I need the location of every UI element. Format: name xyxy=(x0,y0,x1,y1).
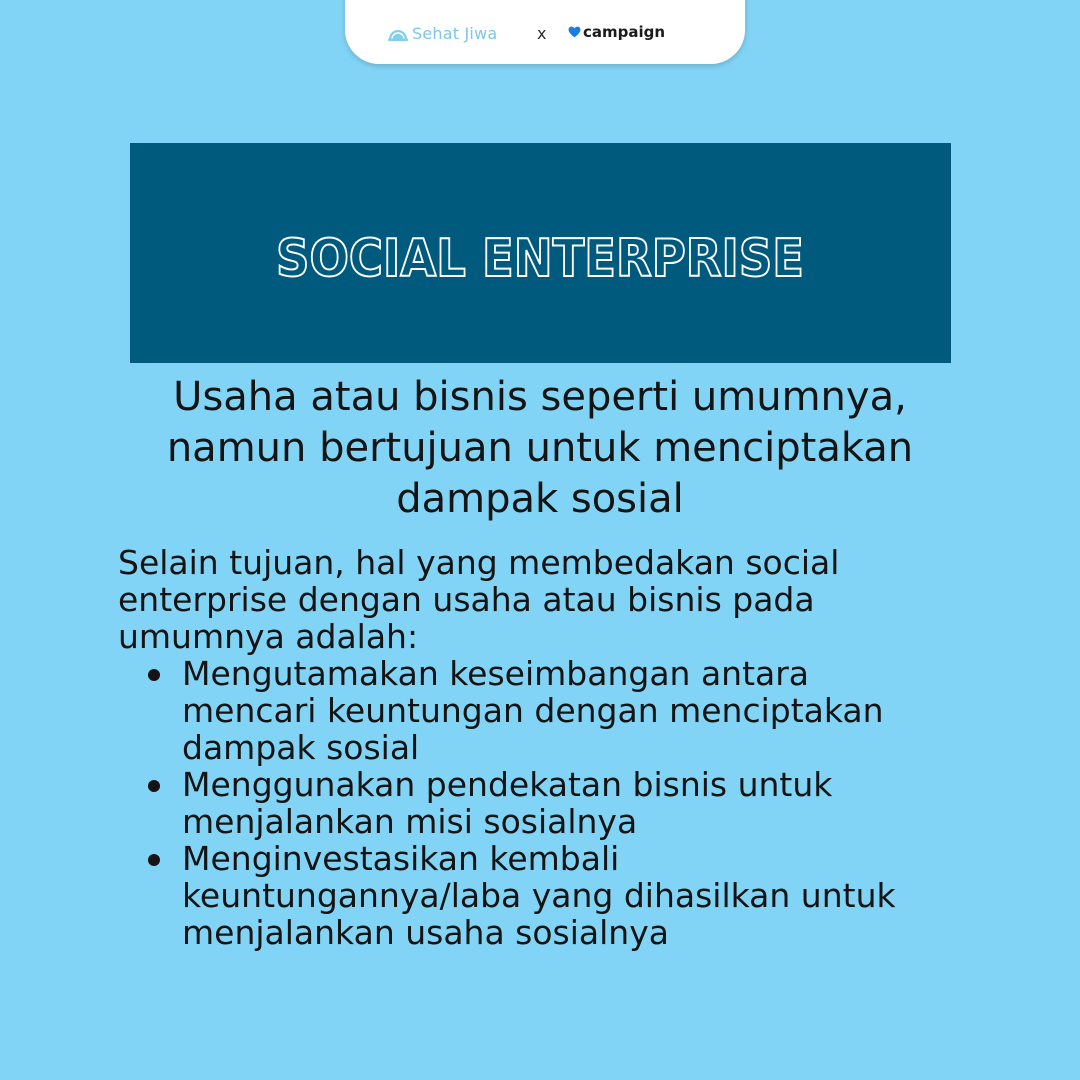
intro-paragraph: Selain tujuan, hal yang membedakan social enterprise dengan usaha atau bisnis pada umumnya adalah: xyxy=(118,543,840,656)
bullet-icon xyxy=(148,780,160,792)
list-item-text: Menginvestasikan kembali keuntungannya/laba yang dihasilkan untuk menjalankan usaha sosialnya xyxy=(182,839,896,952)
bullet-icon xyxy=(148,854,160,866)
page-title: SOCIAL ENTERPRISE xyxy=(276,229,804,289)
heart-icon xyxy=(568,26,581,38)
definition-subtitle xyxy=(120,372,960,525)
list-item-text: Mengutamakan keseimbangan antara mencari keuntungan dengan menciptakan dampak sosial xyxy=(182,654,884,767)
list-item xyxy=(118,655,918,766)
subtitle-line: dampak sosial xyxy=(396,476,684,522)
title-svg xyxy=(130,143,951,363)
sehat-jiwa-brand xyxy=(388,22,497,44)
subtitle-line: namun bertujuan untuk menciptakan xyxy=(166,425,914,471)
sehat-jiwa-name: Sehat Jiwa xyxy=(412,23,498,43)
bullet-icon xyxy=(148,669,160,681)
list-item xyxy=(118,840,918,951)
title-banner xyxy=(130,143,951,363)
list-item-text: Menggunakan pendekatan bisnis untuk menjalankan misi sosialnya xyxy=(182,765,833,841)
subtitle-line: Usaha atau bisnis seperti umumnya, xyxy=(173,374,907,420)
campaign-name: campaign xyxy=(583,23,666,41)
campaign-brand xyxy=(568,20,665,44)
differences-list xyxy=(118,655,918,951)
collab-separator: x xyxy=(537,24,547,43)
sehat-jiwa-logo-icon xyxy=(388,25,408,41)
list-item xyxy=(118,766,918,840)
